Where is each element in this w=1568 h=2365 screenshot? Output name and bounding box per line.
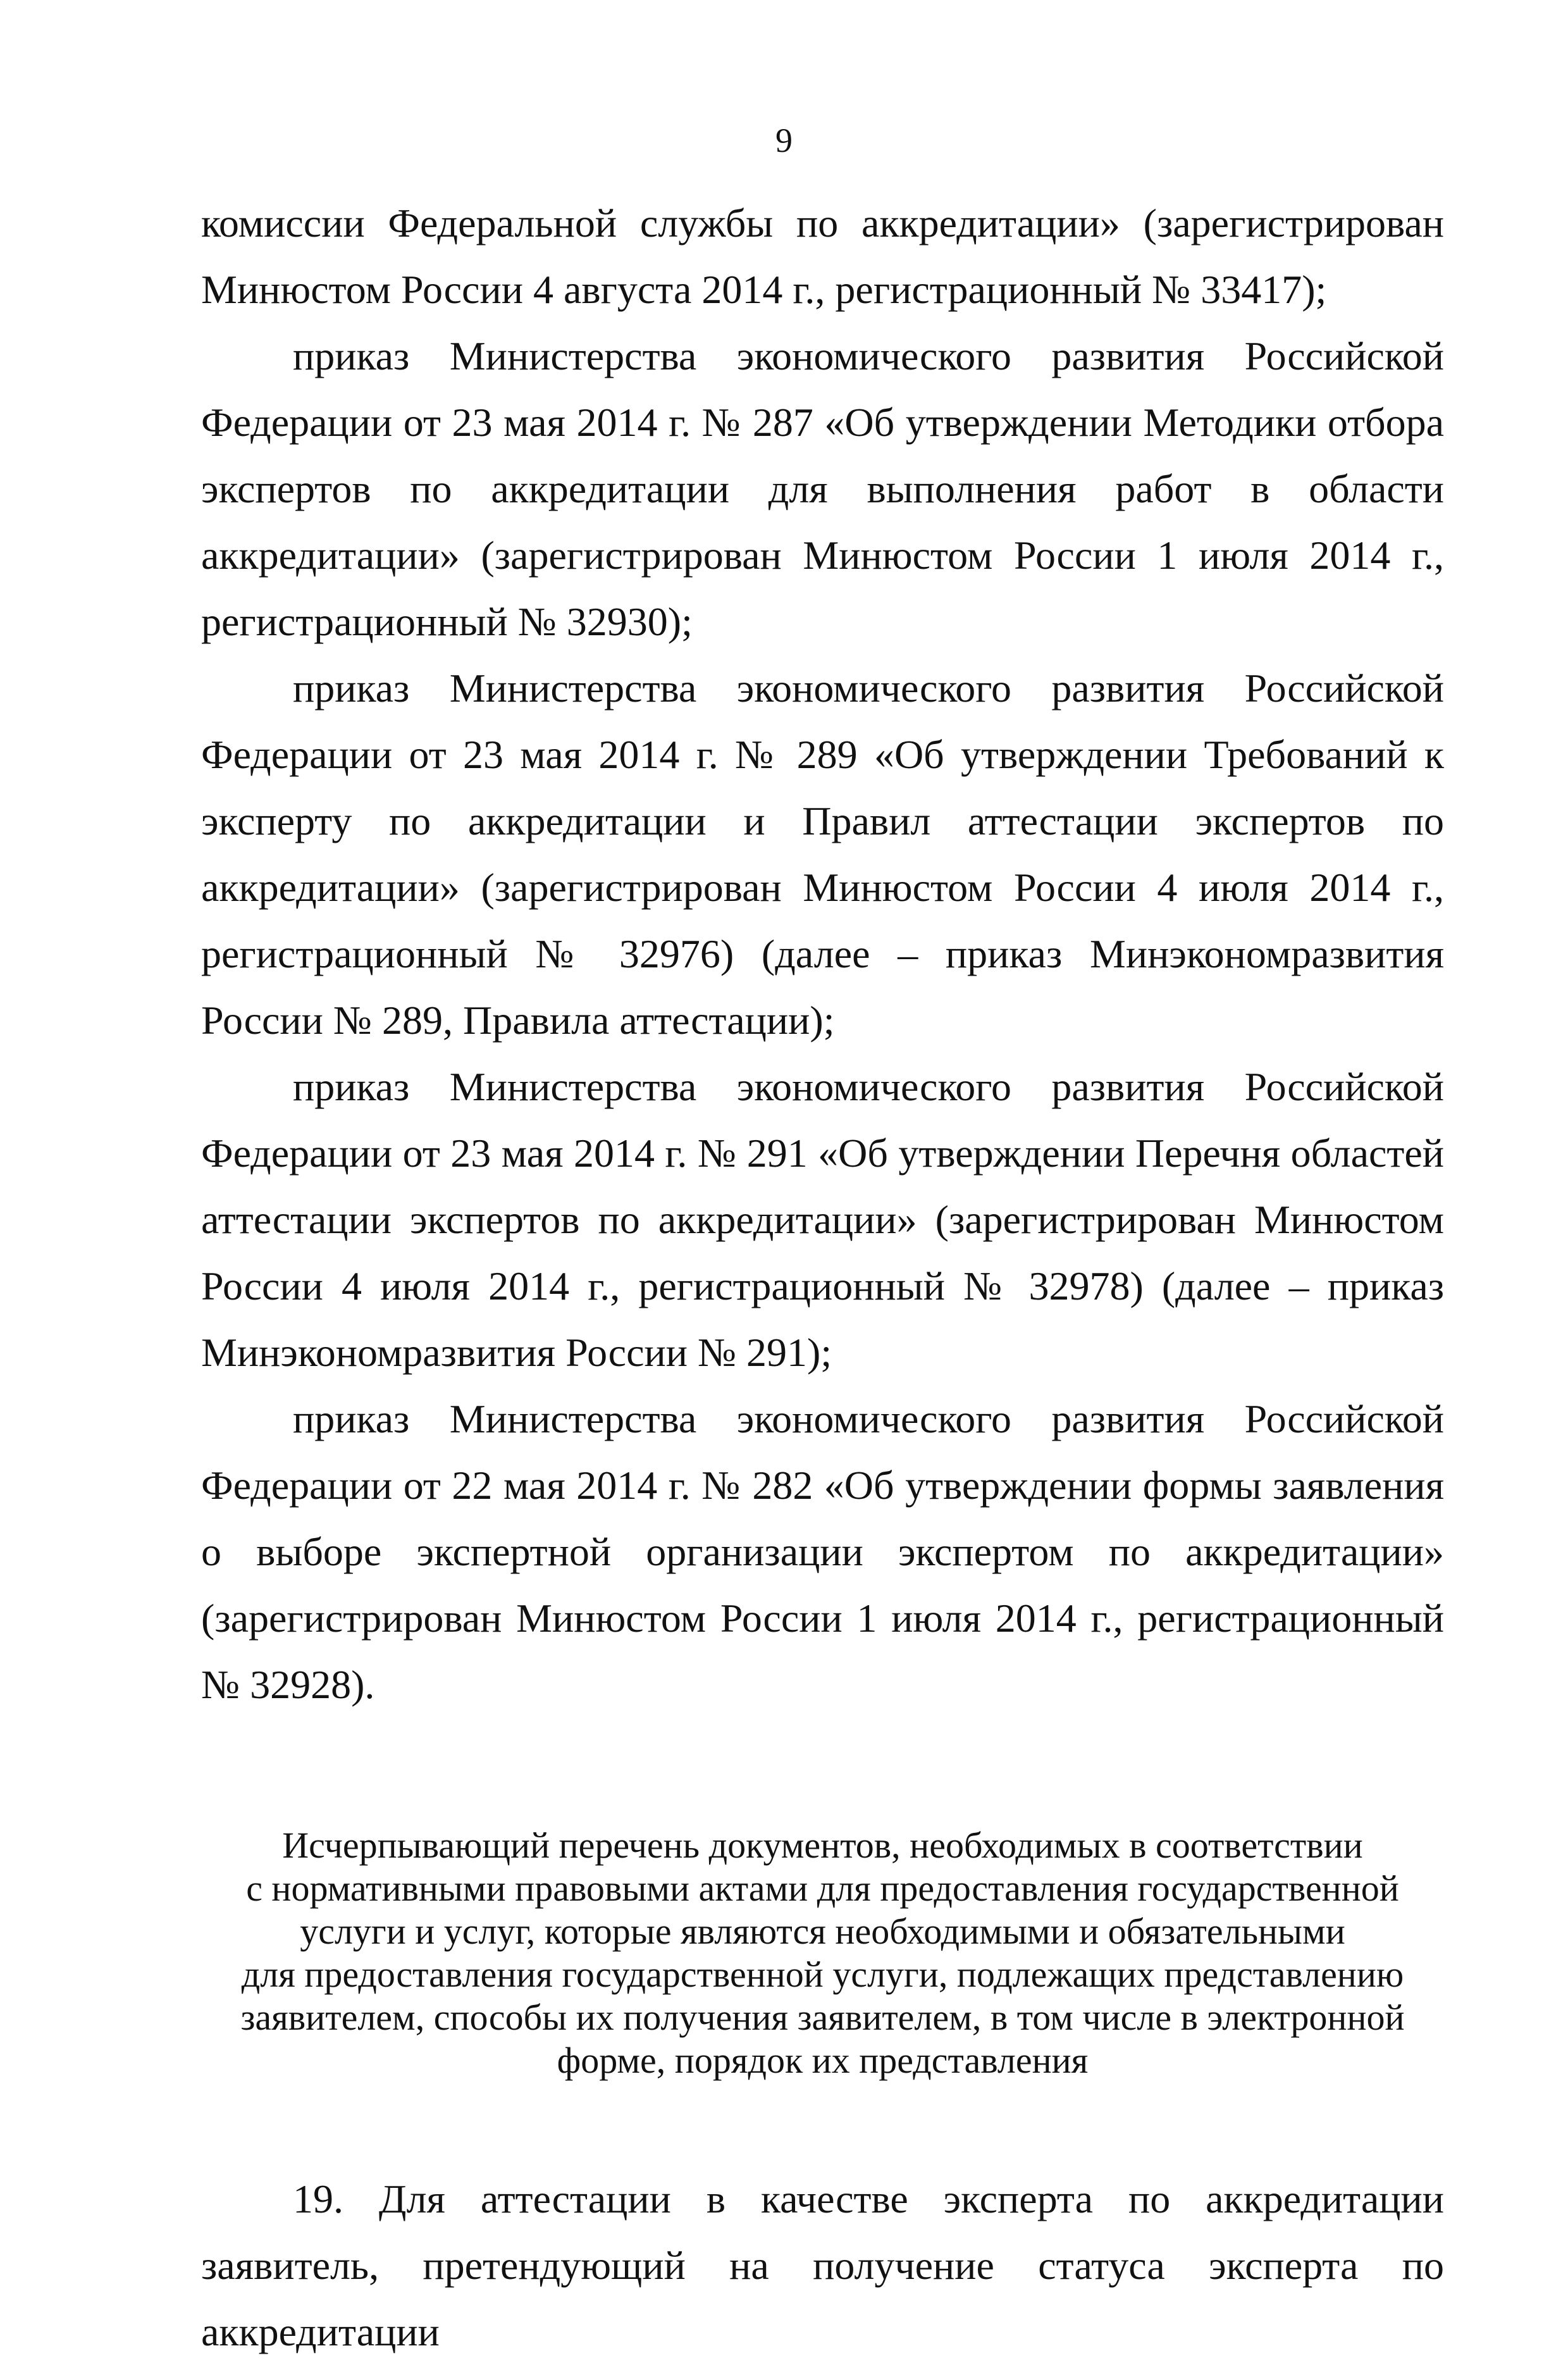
heading-line: с нормативными правовыми актами для предоставления государственной [246, 1868, 1399, 1909]
heading-line: для предоставления государственной услуги, подлежащих представлению [241, 1954, 1404, 1995]
paragraph-order-282: приказ Министерства экономического развития Российской Федерации от 22 мая 2014 г. № 282 «Об утверждении формы заявления о выборе экспертной организации экспертом по аккредитации» (зарегистрирован Минюстом России 1 июля 2014 г., регистрационный № 32928). [201, 1396, 1444, 1707]
paragraph-order-291: приказ Министерства экономического развития Российской Федерации от 23 мая 2014 г. № 291 «Об утверждении Перечня областей аттестации экспертов по аккредитации» (зарегистрирован Минюстом России 4 июля 2014 г., регистрационный № 32978) (далее – приказ Минэкономразвития России № 291); [201, 1064, 1444, 1375]
section-heading [201, 1824, 1444, 2082]
paragraph-order-287: приказ Министерства экономического развития Российской Федерации от 23 мая 2014 г. № 287 «Об утверждении Методики отбора экспертов по аккредитации для выполнения работ в области аккредитации» (зарегистрирован Минюстом России 1 июля 2014 г., регистрационный № 32930); [201, 333, 1444, 644]
heading-line: форме, порядок их представления [557, 2040, 1089, 2081]
heading-line: услуги и услуг, которые являются необходимыми и обязательными [300, 1911, 1345, 1952]
paragraph-item-19: 19. Для аттестации в качестве эксперта по аккредитации заявитель, претендующий на получение статуса эксперта по аккредитации [201, 2176, 1444, 2354]
document-body [201, 190, 1444, 2365]
heading-line: заявителем, способы их получения заявителем, в том числе в электронной [240, 1997, 1405, 2038]
paragraph-continuation: комиссии Федеральной службы по аккредитации» (зарегистрирован Минюстом России 4 августа 2014 г., регистрационный № 33417); [201, 201, 1444, 312]
heading-line: Исчерпывающий перечень документов, необходимых в соответствии [282, 1825, 1363, 1866]
paragraph-order-289: приказ Министерства экономического развития Российской Федерации от 23 мая 2014 г. № 289 «Об утверждении Требований к эксперту по аккредитации и Правил аттестации экспертов по аккредитации» (зарегистрирован Минюстом России 4 июля 2014 г., регистрационный № 32976) (далее – приказ Минэкономразвития России № 289, Правила аттестации); [201, 666, 1444, 1043]
page-number: 9 [775, 121, 793, 159]
